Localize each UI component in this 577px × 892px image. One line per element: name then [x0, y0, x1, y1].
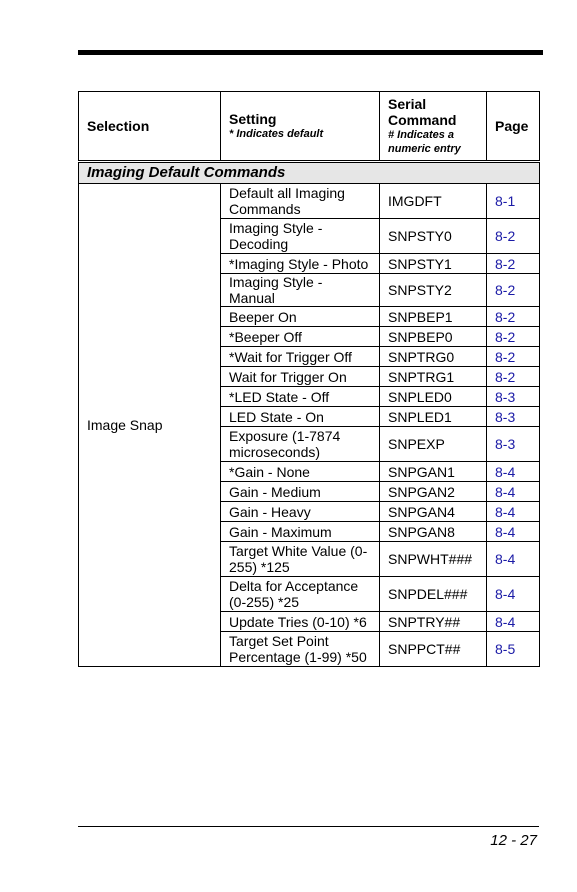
setting-cell: Wait for Trigger On: [221, 367, 380, 387]
header-page-label: Page: [495, 118, 529, 134]
setting-cell: Target Set Point Percentage (1-99) *50: [221, 632, 380, 667]
serial-command-cell: SNPDEL###: [380, 577, 487, 612]
serial-command-cell: SNPBEP1: [380, 307, 487, 327]
page-link[interactable]: 8-2: [487, 347, 540, 367]
setting-cell: *Imaging Style - Photo: [221, 254, 380, 274]
page-link[interactable]: 8-5: [487, 632, 540, 667]
serial-command-cell: SNPBEP0: [380, 327, 487, 347]
serial-command-cell: SNPSTY1: [380, 254, 487, 274]
serial-command-cell: SNPPCT##: [380, 632, 487, 667]
serial-command-cell: SNPWHT###: [380, 542, 487, 577]
header-page: [487, 92, 540, 162]
setting-cell: *Gain - None: [221, 462, 380, 482]
serial-command-cell: SNPGAN1: [380, 462, 487, 482]
serial-command-cell: SNPGAN8: [380, 522, 487, 542]
serial-command-cell: SNPLED1: [380, 407, 487, 427]
page-link[interactable]: 8-4: [487, 612, 540, 632]
selection-cell: Image Snap: [79, 184, 221, 667]
setting-cell: Imaging Style - Manual: [221, 274, 380, 307]
page-link[interactable]: 8-2: [487, 327, 540, 347]
page-link[interactable]: 8-2: [487, 274, 540, 307]
page-number: 12 - 27: [490, 832, 537, 849]
page-link[interactable]: 8-4: [487, 542, 540, 577]
setting-cell: Delta for Acceptance (0-255) *25: [221, 577, 380, 612]
setting-cell: Update Tries (0-10) *6: [221, 612, 380, 632]
setting-cell: *LED State - Off: [221, 387, 380, 407]
page-link[interactable]: 8-1: [487, 184, 540, 219]
page-link[interactable]: 8-4: [487, 522, 540, 542]
setting-cell: Gain - Maximum: [221, 522, 380, 542]
setting-cell: Imaging Style - Decoding: [221, 219, 380, 254]
setting-cell: Default all Imaging Commands: [221, 184, 380, 219]
table-row: [79, 184, 540, 219]
serial-command-cell: SNPTRG0: [380, 347, 487, 367]
setting-cell: Exposure (1-7874 microseconds): [221, 427, 380, 462]
section-heading-row: [79, 162, 540, 184]
page-link[interactable]: 8-4: [487, 502, 540, 522]
header-setting: [221, 92, 380, 162]
page-link[interactable]: 8-4: [487, 462, 540, 482]
serial-command-cell: SNPTRG1: [380, 367, 487, 387]
command-table: [78, 91, 540, 667]
setting-cell: Gain - Medium: [221, 482, 380, 502]
page-link[interactable]: 8-4: [487, 577, 540, 612]
setting-cell: LED State - On: [221, 407, 380, 427]
page-link[interactable]: 8-3: [487, 427, 540, 462]
page-link[interactable]: 8-2: [487, 254, 540, 274]
header-selection-label: Selection: [87, 118, 150, 134]
page-link[interactable]: 8-2: [487, 219, 540, 254]
header-selection: [79, 92, 221, 162]
page-link[interactable]: 8-4: [487, 482, 540, 502]
setting-cell: *Wait for Trigger Off: [221, 347, 380, 367]
page-link[interactable]: 8-3: [487, 387, 540, 407]
page-link[interactable]: 8-3: [487, 407, 540, 427]
page-link[interactable]: 8-2: [487, 307, 540, 327]
setting-cell: Target White Value (0-255) *125: [221, 542, 380, 577]
header-serial-command-label: Serial Command: [388, 96, 457, 128]
serial-command-cell: SNPTRY##: [380, 612, 487, 632]
footer-rule: [78, 826, 539, 827]
serial-command-cell: SNPEXP: [380, 427, 487, 462]
serial-command-cell: SNPSTY0: [380, 219, 487, 254]
serial-command-cell: SNPSTY2: [380, 274, 487, 307]
header-rule: [78, 50, 543, 55]
header-setting-label: Setting: [229, 111, 277, 127]
section-heading: Imaging Default Commands: [79, 162, 540, 184]
serial-command-cell: SNPGAN2: [380, 482, 487, 502]
page-link[interactable]: 8-2: [487, 367, 540, 387]
header-serial-command: [380, 92, 487, 162]
header-serial-command-note: # Indicates a numeric entry: [388, 129, 461, 155]
serial-command-cell: SNPLED0: [380, 387, 487, 407]
setting-cell: Gain - Heavy: [221, 502, 380, 522]
setting-cell: *Beeper Off: [221, 327, 380, 347]
serial-command-cell: SNPGAN4: [380, 502, 487, 522]
table-header-row: [79, 92, 540, 162]
setting-cell: Beeper On: [221, 307, 380, 327]
serial-command-cell: IMGDFT: [380, 184, 487, 219]
header-setting-note: * Indicates default: [229, 128, 324, 140]
